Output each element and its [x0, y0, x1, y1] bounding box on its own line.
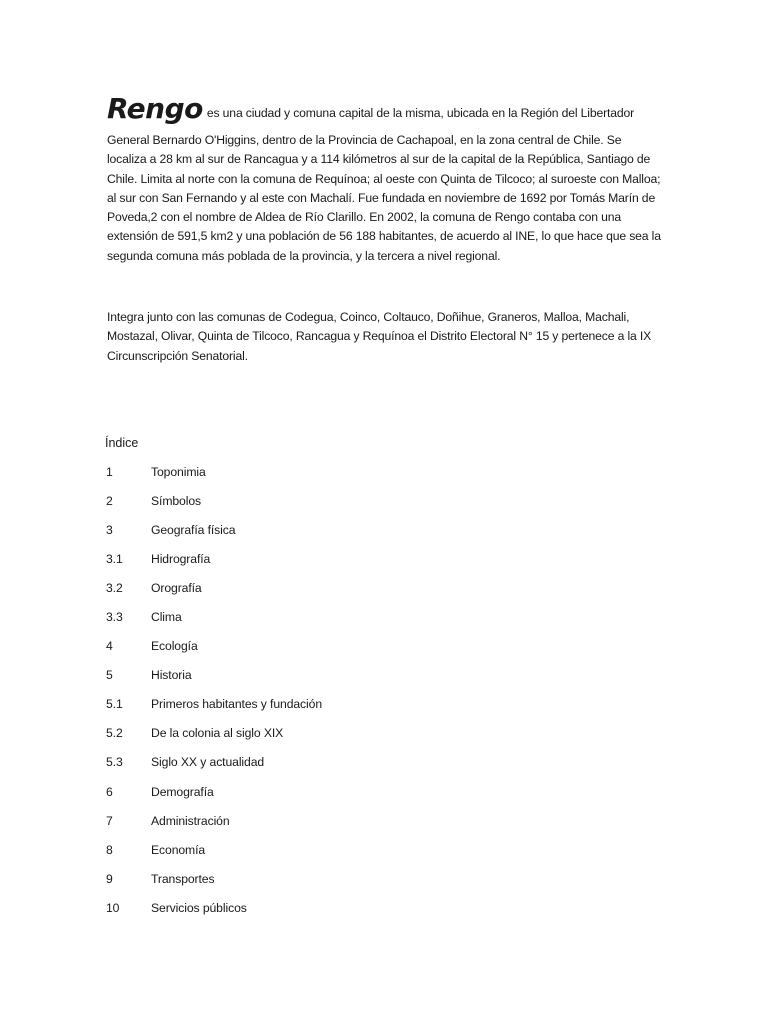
- document-page: [105, 92, 663, 915]
- toc-item: [106, 667, 322, 696]
- toc-item-number: 5.1: [106, 697, 123, 712]
- toc-item: [106, 900, 322, 929]
- toc-item-number: 3.3: [106, 610, 123, 625]
- toc-item-number: 5: [106, 668, 113, 683]
- intro-body-text: General Bernardo O'Higgins, dentro de la Provincia de Cachapoal, en la zona central de Chile. Se localiza a 28 km al sur de Rancagua y a 114 kilómetros al sur de la capital de la República, Santiago de Chile. Limita al norte con la comuna de Requínoa; al oeste con Quinta de Tilcoco; al suroeste con Malloa; al sur con San Fernando y al este con Machalí. Fue fundada en noviembre de 1692 por Tomás Marín de Poveda,2 con el nombre de Aldea de Río Clarillo. En 2002, la comuna de Rengo contaba con una extensión de 591,5 km2 y una población de 56 188 habitantes, de acuerdo al INE, lo que hace que sea la segunda comuna más poblada de la provincia, y la tercera a nivel regional.: [107, 133, 661, 263]
- toc-item: [106, 580, 322, 609]
- toc-item-label: Primeros habitantes y fundación: [151, 697, 323, 712]
- toc-item-label: Transportes: [151, 871, 215, 886]
- toc-item-number: 4: [106, 639, 113, 654]
- toc-item-label: De la colonia al siglo XIX: [151, 726, 284, 741]
- toc-item-number: 10: [106, 900, 120, 915]
- toc-item-number: 3.1: [106, 552, 123, 567]
- toc-item: [106, 754, 322, 783]
- toc-item: [106, 493, 322, 522]
- toc-item: [106, 696, 322, 725]
- toc-item-label: Clima: [151, 610, 182, 625]
- toc-item: [106, 784, 322, 813]
- toc-item-number: 3: [106, 523, 113, 538]
- table-of-contents: [106, 464, 322, 929]
- toc-item-label: Administración: [151, 813, 230, 828]
- toc-item-label: Hidrografía: [151, 552, 211, 567]
- intro-first-line-text: es una ciudad y comuna capital de la misma, ubicada en la Región del Libertador: [206, 106, 635, 120]
- toc-item-number: 5.2: [106, 726, 123, 741]
- toc-item-label: Ecología: [151, 639, 198, 654]
- toc-item: [106, 725, 322, 754]
- toc-item: [106, 842, 322, 871]
- toc-item-number: 8: [106, 842, 113, 857]
- toc-item-number: 9: [106, 871, 113, 886]
- toc-item-number: 5.3: [106, 755, 123, 770]
- toc-item-label: Siglo XX y actualidad: [151, 755, 265, 770]
- toc-item: [106, 609, 322, 638]
- toc-heading: Índice: [105, 436, 139, 450]
- toc-item-number: 3.2: [106, 581, 123, 596]
- toc-item-label: Historia: [151, 668, 192, 683]
- article-title: Rengo: [107, 92, 203, 125]
- toc-item-label: Orografía: [151, 581, 202, 596]
- toc-item: [106, 638, 322, 667]
- toc-item-label: Economía: [151, 842, 206, 857]
- toc-item-label: Geografía física: [151, 523, 236, 538]
- toc-item: [106, 813, 322, 842]
- toc-item-label: Símbolos: [151, 494, 202, 509]
- toc-item: [106, 551, 322, 580]
- districts-paragraph: Integra junto con las comunas de Codegua, Coinco, Coltauco, Doñihue, Graneros, Malloa, Machali, Mostazal, Olivar, Quinta de Tilcoco, Rancagua y Requínoa el Distrito Electoral N° 15 y pertenece a la IX Circunscripción Senatorial.: [107, 310, 652, 363]
- intro-paragraph: [107, 92, 663, 266]
- toc-item-label: Servicios públicos: [151, 900, 247, 915]
- toc-item-number: 1: [106, 465, 113, 479]
- toc-item-number: 2: [106, 494, 113, 509]
- intro-first-line: [107, 92, 663, 131]
- toc-item-number: 7: [106, 813, 113, 828]
- toc-item-number: 6: [106, 784, 113, 799]
- toc-item: [106, 464, 322, 493]
- toc-item: [106, 871, 322, 900]
- toc-item: [106, 522, 322, 551]
- toc-item-label: Toponimia: [151, 465, 206, 479]
- toc-item-label: Demografía: [151, 784, 214, 799]
